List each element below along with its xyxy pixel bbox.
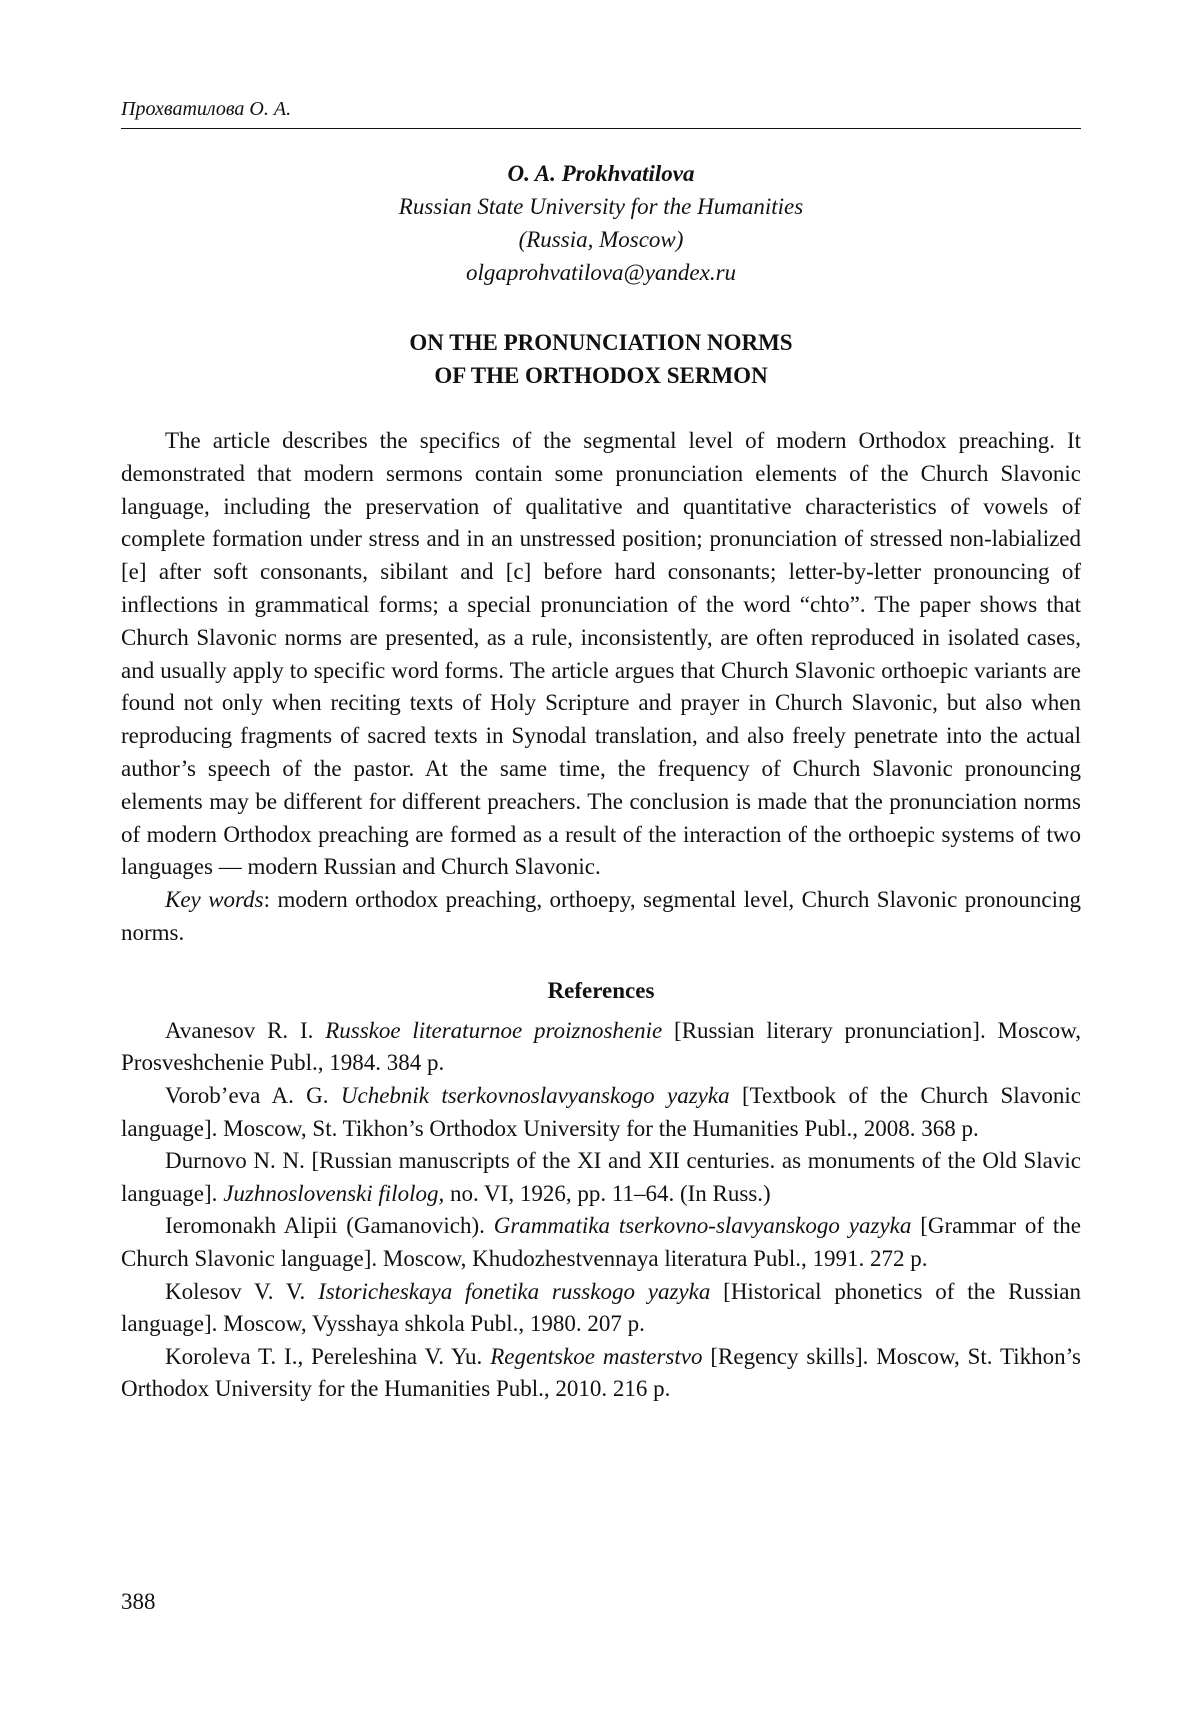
reference-title: Istoricheskaya fonetika russkogo yazyka [318,1278,711,1304]
reference-details: [Textbook of the Church Slavonic language]. Moscow, St. Tikhon’s Orthodox University for the Humanities Publ., 2008. 368 p. [121,1082,1081,1141]
author-email[interactable]: olgaprohvatilova@yandex.ru [465,260,737,285]
reference-authors: Kolesov V. V. [165,1278,319,1304]
reference-details: [Regency skills]. Moscow, St. Tikhon’s Orthodox University for the Humanities Publ., 2010. 216 p. [121,1343,1081,1402]
reference-item [121,1080,1081,1145]
keywords-text: : modern orthodox preaching, orthoepy, segmental level, Church Slavonic pronouncing norms. [121,887,1081,945]
reference-details: no. VI, 1926, pp. 11–64. (In Russ.) [444,1180,771,1206]
running-head: Прохватилова О. А. [121,96,1081,129]
keywords [121,884,1081,950]
author-name: O. A. Prokhvatilova [507,161,695,186]
page-number: 388 [121,1589,156,1614]
article-title [121,326,1081,392]
reference-details: [Grammar of the Church Slavonic language]. Moscow, Khudozhestvennaya literatura Publ., 1991. 272 p. [121,1213,1081,1271]
reference-authors: Ieromonakh Alipii (Gamanovich). [165,1213,494,1239]
article-title-line-2: OF THE ORTHODOX SERMON [434,363,768,388]
reference-item [121,1015,1081,1080]
keywords-label: Key words [165,887,264,913]
abstract-text: The article describes the specifics of the segmental level of modern Orthodox preaching. It demonstrated that modern sermons contain some pronunciation elements of the Church Slavonic language, including the preservation of qualitative and quantitative characteristics of vowels of complete formation under stress and in an unstressed position; pronunciation of stressed non-labialized [e] after soft consonants, sibilant and [c] before hard consonants; letter-by-letter pronouncing of inflections in grammatical forms; a special pronunciation of the word “chto”. The paper shows that Church Slavonic norms are presented, as a rule, inconsistently, are often reproduced in isolated cases, and usually apply to specific word forms. The article argues that Church Slavonic orthoepic variants are found not only when reciting texts of Holy Scripture and prayer in Church Slavonic, but also when reproducing fragments of sacred texts in Synodal translation, and also freely penetrate into the actual author’s speech of the pastor. At the same time, the frequency of Church Slavonic pronouncing elements may be different for different preachers. The conclusion is made that the pronunciation norms of modern Orthodox preaching are formed as a result of the interaction of the orthoepic systems of two languages — modern Russian and Church Slavonic. [121,428,1081,880]
reference-item [121,1210,1081,1275]
reference-authors: Avanesov R. I. [165,1017,326,1043]
reference-details: [Historical phonetics of the Russian language]. Moscow, Vysshaya shkola Publ., 1980. 207 p. [121,1278,1081,1337]
references-heading: References [547,977,655,1003]
reference-authors: Koroleva T. I., Pereleshina V. Yu. [165,1343,491,1369]
article-title-line-1: ON THE PRONUNCIATION NORMS [409,330,793,355]
references-list [121,1015,1081,1406]
page-content [121,96,1081,1406]
author-affiliation: Russian State University for the Humanities [398,194,804,219]
reference-title: Grammatika tserkovno-slavyanskogo yazyka [493,1213,912,1239]
reference-item [121,1341,1081,1406]
author-location: (Russia, Moscow) [518,227,684,252]
reference-item [121,1145,1081,1210]
reference-authors: Vorob’eva A. G. [165,1082,341,1108]
reference-title: Juzhnoslovenski filolog, [223,1180,445,1206]
reference-authors: Durnovo N. N. [Russian manuscripts of the XI and XII centuries. as monuments of the Old Slavic language]. [121,1148,1081,1206]
author-block [121,157,1081,289]
reference-item [121,1276,1081,1341]
reference-title: Russkoe literaturnoe proiznoshenie [325,1017,663,1043]
reference-title: Regentskoe masterstvo [490,1343,703,1369]
reference-title: Uchebnik tserkovnoslavyanskogo yazyka [340,1082,730,1108]
abstract [121,425,1081,950]
reference-details: [Russian literary pronunciation]. Moscow, Prosveshchenie Publ., 1984. 384 p. [121,1017,1081,1076]
